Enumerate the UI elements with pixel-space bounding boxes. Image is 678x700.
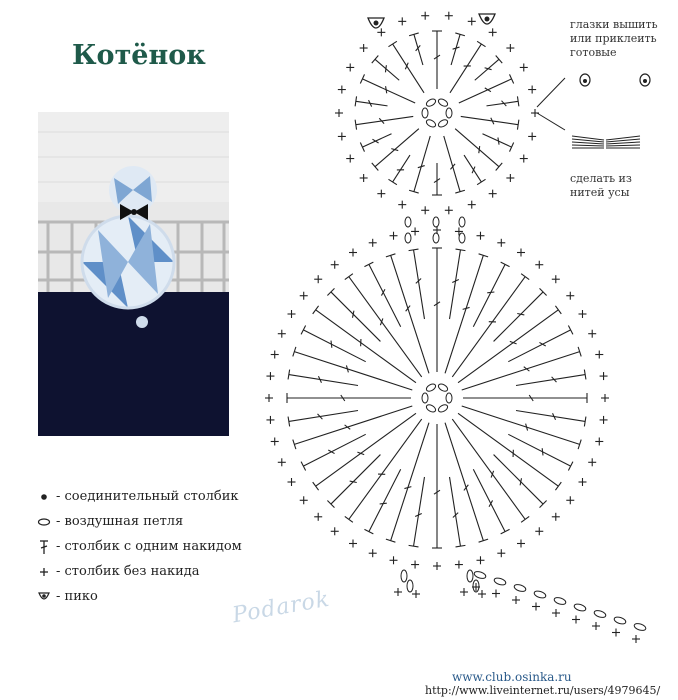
single-crochet-stitch [468, 17, 476, 25]
single-crochet-stitch [578, 478, 586, 486]
whiskers-icon [572, 136, 640, 148]
double-crochet-stitch [494, 455, 547, 508]
single-crochet-stitch [288, 310, 296, 318]
pupil-icon [643, 79, 647, 83]
legend-item: - воздушная петля [36, 515, 256, 529]
single-crochet-stitch [601, 394, 609, 402]
single-crochet-stitch [566, 292, 574, 300]
watermark: Podarok [230, 586, 332, 629]
single-crochet-stitch [411, 561, 419, 569]
double-crochet-stitch [364, 262, 400, 327]
single-crochet-stitch [360, 44, 368, 52]
single-crochet-stitch [517, 539, 525, 547]
double-crochet-stitch [464, 155, 486, 185]
double-crochet-stitch [444, 136, 465, 193]
single-crochet-stitch [460, 588, 468, 596]
double-crochet-stitch [432, 424, 442, 548]
double-crochet-stitch [372, 129, 419, 171]
single-crochet-stitch [476, 232, 484, 240]
single-crochet-stitch [266, 416, 274, 424]
single-crochet-stitch [595, 437, 603, 445]
double-crochet-stitch [452, 274, 529, 377]
double-crochet-stitch [355, 96, 387, 106]
single-crochet-stitch [421, 206, 429, 214]
double-crochet-stitch [360, 74, 415, 103]
chain-stitch [433, 233, 439, 243]
footer-site: www.club.osinka.ru [452, 670, 572, 684]
single-crochet-stitch [612, 629, 620, 637]
double-crochet-stitch [409, 33, 423, 65]
single-crochet-stitch [517, 249, 525, 257]
whiskers-note: сделать из нитей усы [570, 172, 632, 199]
double-crochet-stitch [293, 406, 412, 449]
single-crochet-stitch [588, 458, 596, 466]
single-crochet-stitch [398, 201, 406, 209]
slip-stitch [374, 21, 379, 26]
single-crochet-stitch [398, 17, 406, 25]
chain-stitch [425, 403, 437, 413]
double-crochet-stitch [475, 56, 502, 81]
legend-item: - столбик без накида [36, 565, 256, 579]
double-crochet-stitch [288, 370, 358, 386]
legend-item: - пико [36, 590, 256, 604]
single-crochet-stitch [300, 496, 308, 504]
single-crochet-stitch [476, 556, 484, 564]
single-crochet-stitch [266, 372, 274, 380]
single-crochet-stitch [595, 351, 603, 359]
single-crochet-stitch [390, 232, 398, 240]
double-crochet-stitch [462, 347, 581, 390]
single-crochet-stitch [390, 556, 398, 564]
single-crochet-stitch [314, 513, 322, 521]
single-crochet-stitch [300, 292, 308, 300]
single-crochet-stitch [588, 330, 596, 338]
chain-stitch [473, 570, 486, 579]
single-crochet-stitch [532, 603, 540, 611]
single-crochet-stitch [497, 239, 505, 247]
double-crochet-stitch [432, 163, 442, 195]
double-crochet-stitch [458, 413, 561, 490]
double-crochet-stitch [451, 33, 465, 65]
double-crochet-stitch [482, 134, 513, 152]
double-crochet-stitch [372, 56, 399, 81]
chain-stitch [433, 217, 439, 227]
double-crochet-stitch [355, 116, 413, 129]
chain-stitch [425, 118, 437, 128]
double-crochet-stitch [409, 136, 430, 193]
single-crochet-stitch [489, 190, 497, 198]
single-crochet-stitch [335, 109, 343, 117]
chain-stitch [405, 217, 411, 227]
double-crochet-stitch [360, 134, 391, 152]
double-crochet-stitch [450, 249, 466, 319]
single-crochet-stitch [346, 63, 354, 71]
single-crochet-stitch [331, 527, 339, 535]
double-crochet-stitch [486, 96, 518, 106]
chain-stitch [437, 383, 449, 393]
double-crochet-stitch [445, 423, 488, 542]
double-crochet-stitch [494, 288, 547, 341]
single-crochet-stitch [412, 590, 420, 598]
legend-item: - столбик с одним накидом [36, 540, 256, 554]
double-crochet-stitch [313, 306, 416, 383]
single-crochet-stitch [433, 562, 441, 570]
single-crochet-stitch [346, 155, 354, 163]
single-crochet-stitch [377, 190, 385, 198]
single-crochet-stitch [349, 539, 357, 547]
chain-stitch [437, 98, 449, 108]
page-title: Котёнок [72, 40, 206, 71]
double-crochet-stitch [386, 423, 429, 542]
double-crochet-stitch [508, 325, 573, 361]
single-crochet-stitch [600, 416, 608, 424]
chain-stitch [422, 108, 428, 118]
single-crochet-stitch [489, 28, 497, 36]
double-crochet-stitch [301, 325, 366, 361]
pointer-line [537, 113, 565, 130]
chain-stitch [437, 118, 449, 128]
double-crochet-stitch [473, 469, 509, 534]
double-crochet-stitch [313, 413, 416, 490]
single-crochet-stitch [578, 310, 586, 318]
double-crochet-stitch [293, 347, 412, 390]
double-crochet-stitch [455, 129, 502, 171]
double-crochet-stitch [345, 419, 422, 522]
single-crochet-stitch [552, 275, 560, 283]
chain-stitch [425, 98, 437, 108]
single-crochet-stitch [421, 12, 429, 20]
single-crochet-stitch [492, 590, 500, 598]
double-crochet-stitch [458, 306, 561, 383]
single-crochet-stitch [528, 86, 536, 94]
single-crochet-stitch [445, 12, 453, 20]
single-crochet-stitch [455, 227, 463, 235]
chain-stitch [459, 233, 465, 243]
legend-item: - соединительный столбик [36, 490, 256, 504]
single-crochet-stitch [468, 201, 476, 209]
single-crochet-stitch [338, 86, 346, 94]
double-crochet-stitch [386, 254, 429, 373]
single-crochet-stitch [600, 372, 608, 380]
single-crochet-stitch [535, 527, 543, 535]
chain-stitch [401, 570, 407, 582]
single-crochet-stitch [271, 351, 279, 359]
single-crochet-stitch [552, 513, 560, 521]
single-crochet-stitch [455, 561, 463, 569]
single-crochet-stitch [497, 549, 505, 557]
single-crochet-stitch [331, 261, 339, 269]
single-crochet-stitch [271, 437, 279, 445]
double-crochet-stitch [450, 477, 466, 547]
chain-stitch [467, 570, 473, 582]
double-crochet-stitch [301, 434, 366, 470]
chain-stitch [633, 622, 646, 631]
single-crochet-stitch [360, 174, 368, 182]
single-crochet-stitch [411, 227, 419, 235]
single-crochet-stitch [369, 549, 377, 557]
single-crochet-stitch [369, 239, 377, 247]
double-crochet-stitch [287, 393, 411, 403]
single-crochet-stitch [349, 249, 357, 257]
single-crochet-stitch [520, 155, 528, 163]
single-crochet-stitch [572, 616, 580, 624]
single-crochet-stitch [478, 590, 486, 598]
single-crochet-stitch [314, 275, 322, 283]
chain-stitch [425, 383, 437, 393]
single-crochet-stitch [278, 330, 286, 338]
double-crochet-stitch [432, 248, 442, 372]
single-crochet-stitch [520, 63, 528, 71]
chain-stitch [573, 603, 586, 612]
single-crochet-stitch [506, 174, 514, 182]
single-crochet-stitch [338, 132, 346, 140]
double-crochet-stitch [432, 31, 442, 89]
chain-stitch [437, 403, 449, 413]
double-crochet-stitch [409, 249, 425, 319]
chain-stitch [533, 590, 546, 599]
eyes-note: глазки вышить или приклеить готовые [570, 18, 658, 59]
chain-stitch [422, 393, 428, 403]
footer-url: http://www.liveinternet.ru/users/4979645/ [425, 684, 661, 697]
chain-stitch [446, 393, 452, 403]
double-crochet-stitch [327, 455, 380, 508]
double-crochet-stitch [516, 370, 586, 386]
double-crochet-stitch [288, 411, 358, 427]
single-crochet-stitch [288, 478, 296, 486]
single-crochet-stitch [552, 609, 560, 617]
single-crochet-stitch [377, 28, 385, 36]
chain-stitch [446, 108, 452, 118]
chain-stitch [613, 616, 626, 625]
single-crochet-stitch [528, 132, 536, 140]
double-crochet-stitch [409, 477, 425, 547]
chain-stitch [593, 609, 606, 618]
double-crochet-stitch [364, 469, 400, 534]
chain-stitch [513, 583, 526, 592]
single-crochet-stitch [265, 394, 273, 402]
double-crochet-stitch [461, 116, 519, 129]
double-crochet-stitch [473, 262, 509, 327]
double-crochet-stitch [452, 419, 529, 522]
double-crochet-stitch [459, 74, 514, 103]
single-crochet-stitch [394, 588, 402, 596]
double-crochet-stitch [388, 155, 410, 185]
single-crochet-stitch [506, 44, 514, 52]
chain-stitch [407, 580, 413, 592]
slip-stitch [485, 17, 490, 22]
single-crochet-stitch [535, 261, 543, 269]
single-crochet-stitch [512, 596, 520, 604]
single-crochet-stitch [445, 206, 453, 214]
chain-stitch [493, 577, 506, 586]
single-crochet-stitch [566, 496, 574, 504]
pointer-line [537, 78, 565, 107]
double-crochet-stitch [508, 434, 573, 470]
double-crochet-stitch [345, 274, 422, 377]
chain-stitch [553, 596, 566, 605]
pupil-icon [583, 79, 587, 83]
single-crochet-stitch [592, 622, 600, 630]
single-crochet-stitch [278, 458, 286, 466]
chain-stitch [405, 233, 411, 243]
single-crochet-stitch [632, 635, 640, 643]
double-crochet-stitch [445, 254, 488, 373]
chain-stitch [459, 217, 465, 227]
double-crochet-stitch [462, 406, 581, 449]
double-crochet-stitch [327, 288, 380, 341]
double-crochet-stitch [463, 393, 587, 403]
double-crochet-stitch [516, 411, 586, 427]
